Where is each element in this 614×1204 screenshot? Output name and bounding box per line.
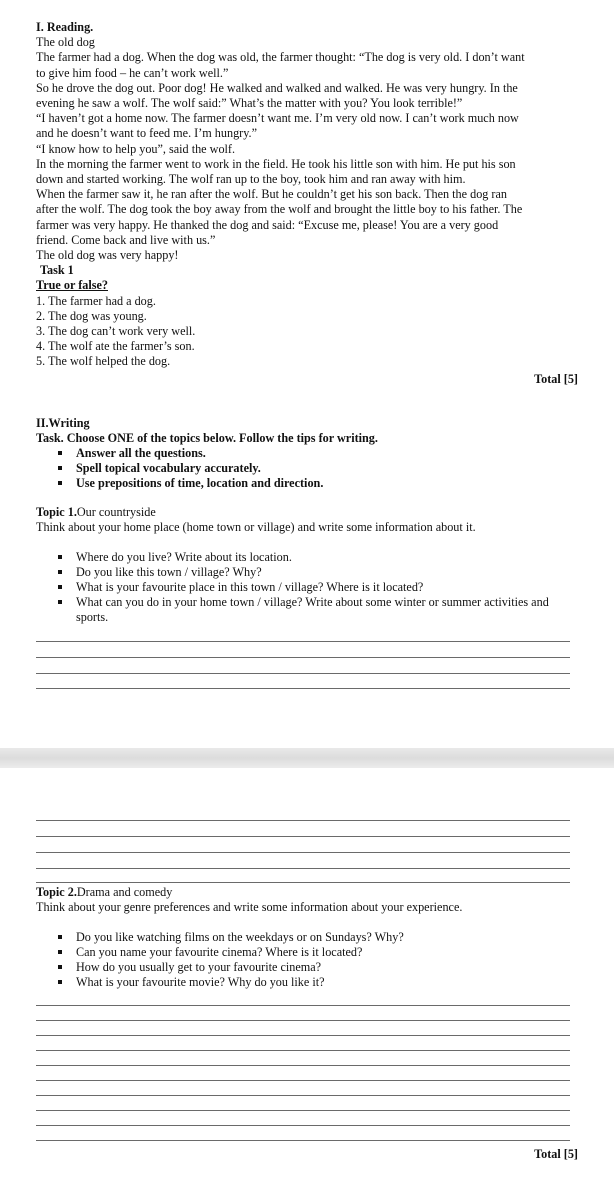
story-line: The farmer had a dog. When the dog was old, the farmer thought: “The dog is very old. I don’t want bbox=[36, 50, 525, 65]
story-line: “I know how to help you”, said the wolf. bbox=[36, 141, 236, 156]
statement-item: 5. The wolf helped the dog. bbox=[36, 354, 171, 369]
page-separator bbox=[0, 748, 614, 768]
question-item: What is your favourite movie? Why do you like it? bbox=[56, 975, 578, 990]
task-label: Task 1 bbox=[40, 263, 74, 278]
writing-total: Total [5] bbox=[534, 1147, 578, 1162]
topic-2-instruction: Think about your genre preferences and write some information about your experience. bbox=[36, 900, 463, 915]
story-line: So he drove the dog out. Poor dog! He walked and walked and walked. He was very hungry. In the bbox=[36, 80, 518, 95]
story-line: after the wolf. The dog took the boy away from the wolf and brought the little boy to his father. The bbox=[36, 202, 523, 217]
topic-2-answer-lines bbox=[36, 1005, 578, 1141]
topic-2-label: Topic 2. bbox=[36, 885, 77, 899]
tips-list bbox=[36, 446, 578, 491]
question-item: What is your favourite place in this town / village? Where is it located? bbox=[56, 580, 578, 595]
question-item: Do you like this town / village? Why? bbox=[56, 565, 578, 580]
page-2-content bbox=[36, 768, 578, 1162]
question-item: Can you name your favourite cinema? Where is it located? bbox=[56, 945, 578, 960]
topic-1-heading bbox=[36, 505, 578, 520]
tip-item: Answer all the questions. bbox=[56, 446, 578, 461]
story-line: down and started working. The wolf ran up to the boy, took him and ran away with him. bbox=[36, 172, 466, 187]
story-line: “I haven’t got a home now. The farmer doesn’t want me. I’m very old now. I can’t work much now bbox=[36, 111, 519, 126]
statement-item: 2. The dog was young. bbox=[36, 308, 147, 323]
tip-item: Use prepositions of time, location and direction. bbox=[56, 476, 578, 491]
question-item: What can you do in your home town / village? Write about some winter or summer activities and sports. bbox=[56, 595, 556, 625]
topic-1-label: Topic 1. bbox=[36, 505, 77, 520]
statement-item: 4. The wolf ate the farmer’s son. bbox=[36, 339, 195, 354]
page-1-content bbox=[36, 20, 578, 689]
story-line: In the morning the farmer went to work in the field. He took his little son with him. He put his son bbox=[36, 156, 516, 171]
story-line: evening he saw a wolf. The wolf said:” What’s the matter with you? You look terrible!” bbox=[36, 96, 463, 111]
story-text bbox=[36, 50, 578, 263]
story-line: farmer was very happy. He thanked the dog and said: “Excuse me, please! You are a very good bbox=[36, 217, 499, 232]
continued-answer-lines bbox=[36, 820, 578, 883]
true-false-subtitle: True or false? bbox=[36, 278, 108, 293]
writing-task: Task. Choose ONE of the topics below. Follow the tips for writing. bbox=[36, 430, 378, 445]
statement-list bbox=[36, 294, 578, 370]
writing-heading: II.Writing bbox=[36, 415, 90, 430]
question-item: How do you usually get to your favourite cinema? bbox=[56, 960, 578, 975]
story-line: and he doesn’t want to feed me. I’m hungry.” bbox=[36, 126, 257, 141]
topic-1-questions bbox=[36, 550, 578, 625]
answer-line[interactable] bbox=[36, 688, 570, 689]
topic-2-questions bbox=[36, 930, 578, 990]
story-line: The old dog was very happy! bbox=[36, 248, 179, 263]
story-line: to give him food – he can’t work well.” bbox=[36, 65, 229, 80]
tip-item: Spell topical vocabulary accurately. bbox=[56, 461, 578, 476]
story-line: friend. Come back and live with us.” bbox=[36, 232, 216, 247]
story-title: The old dog bbox=[36, 35, 95, 50]
topic-1-title: Our countryside bbox=[76, 505, 156, 520]
reading-heading: I. Reading. bbox=[36, 20, 94, 34]
topic-1-instruction: Think about your home place (home town or village) and write some information about it. bbox=[36, 520, 476, 535]
worksheet-page-2 bbox=[0, 768, 614, 1204]
topic-2-heading bbox=[36, 885, 578, 900]
question-item: Where do you live? Write about its location. bbox=[56, 550, 578, 565]
reading-total: Total [5] bbox=[534, 371, 578, 386]
question-item: Do you like watching films on the weekdays or on Sundays? Why? bbox=[56, 930, 578, 945]
story-line: When the farmer saw it, he ran after the wolf. But he couldn’t get his son back. Then the dog ran bbox=[36, 187, 507, 202]
topic-2-title: Drama and comedy bbox=[76, 885, 173, 899]
topic-1-answer-lines bbox=[36, 641, 578, 689]
statement-item: 1. The farmer had a dog. bbox=[36, 293, 156, 308]
statement-item: 3. The dog can’t work very well. bbox=[36, 324, 196, 339]
